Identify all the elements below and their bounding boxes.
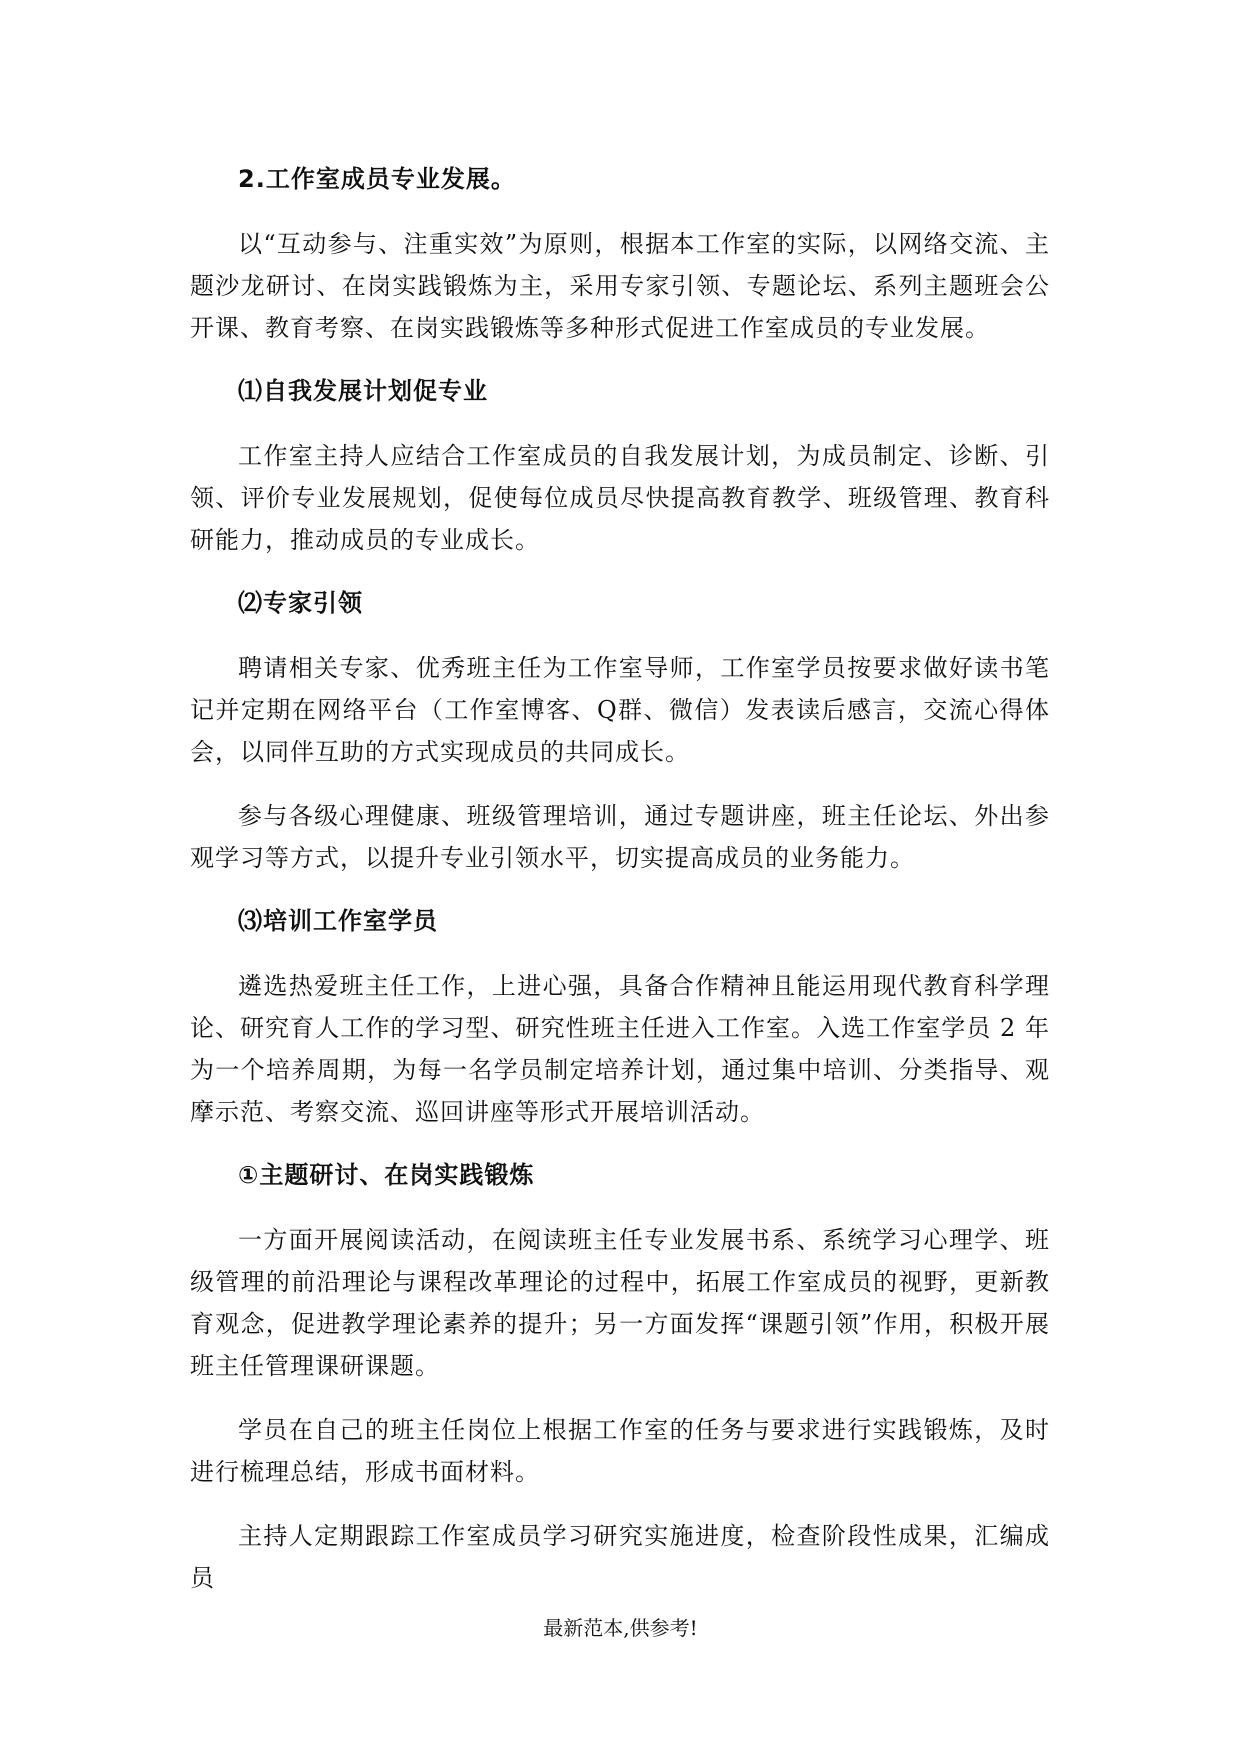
paragraph-progress-tracking: 主持人定期跟踪工作室成员学习研究实施进度，检查阶段性成果，汇编成员 xyxy=(190,1522,1050,1592)
paragraph-principle: 以“互动参与、注重实效”为原则，根据本工作室的实际，以网络交流、主题沙龙研讨、在岗实践锻炼为主，采用专家引领、专题论坛、系列主题班会公开课、教育考察、在岗实践锻炼等多种形式促进工作室成员的专业发展。 xyxy=(190,230,1050,342)
paragraph-student-selection: 遴选热爱班主任工作，上进心强，具备合作精神且能运用现代教育科学理论、研究育人工作的学习型、研究性班主任进入工作室。入选工作室学员 2 年为一个培养周期，为每一名学员制定培养计划，通过集中培训、分类指导、观摩示范、考察交流、巡回讲座等形式开展培训活动。 xyxy=(190,972,1050,1126)
paragraph-reading-activities: 一方面开展阅读活动，在阅读班主任专业发展书系、系统学习心理学、班级管理的前沿理论与课程改革理论的过程中，拓展工作室成员的视野，更新教育观念，促进教学理论素养的提升；另一方面发挥“课题引领”作用，积极开展班主任管理课研课题。 xyxy=(190,1226,1050,1380)
subheading-expert-guidance: ⑵专家引领 xyxy=(238,589,363,617)
subheading-self-development-plan: ⑴自我发展计划促专业 xyxy=(238,377,488,405)
paragraph-self-development: 工作室主持人应结合工作室成员的自我发展计划，为成员制定、诊断、引领、评价专业发展规划，促使每位成员尽快提高教育教学、班级管理、教育科研能力，推动成员的专业成长。 xyxy=(190,442,1050,554)
document-body xyxy=(190,159,1050,1621)
section-heading-member-development: 2.工作室成员专业发展。 xyxy=(238,165,516,193)
subheading-topic-research: ①主题研讨、在岗实践锻炼 xyxy=(238,1161,535,1189)
page-footer: 最新范本,供参考! xyxy=(543,1616,698,1640)
paragraph-practice: 学员在自己的班主任岗位上根据工作室的任务与要求进行实践锻炼，及时进行梳理总结，形成书面材料。 xyxy=(190,1416,1050,1486)
subheading-train-students: ⑶培训工作室学员 xyxy=(238,907,438,935)
paragraph-expert-mentors: 聘请相关专家、优秀班主任为工作室导师，工作室学员按要求做好读书笔记并定期在网络平台（工作室博客、Q群、微信）发表读后感言，交流心得体会，以同伴互助的方式实现成员的共同成长。 xyxy=(190,654,1050,766)
paragraph-training-participation: 参与各级心理健康、班级管理培训，通过专题讲座，班主任论坛、外出参观学习等方式，以提升专业引领水平，切实提高成员的业务能力。 xyxy=(190,802,1050,872)
